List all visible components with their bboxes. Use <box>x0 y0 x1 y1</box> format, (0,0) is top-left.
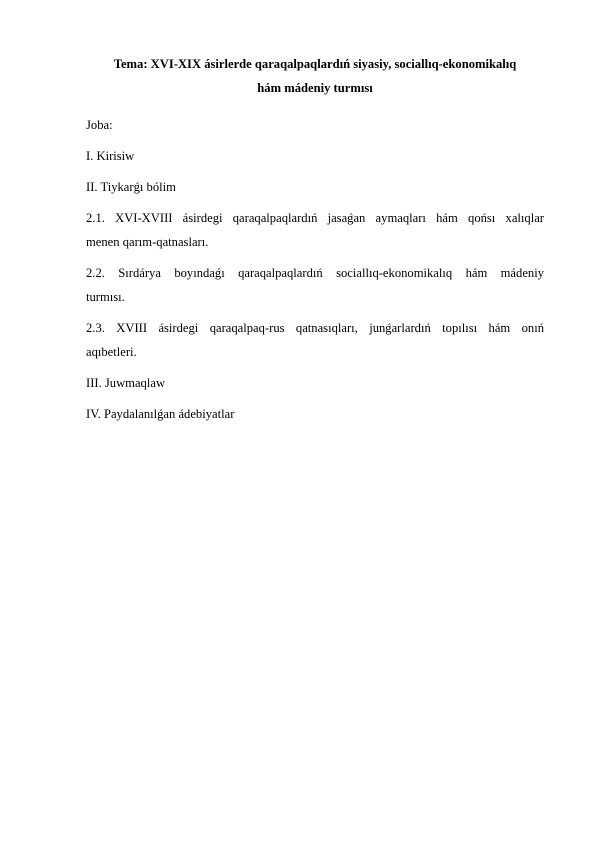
title-line-1: Tema: XVI-XIX ásirlerde qaraqalpaqlardıń siyasiy, sociallıq-ekonomikalıq <box>113 57 517 71</box>
plan-item-2-2 <box>86 265 544 305</box>
plan-item-2-3 <box>86 320 544 360</box>
plan-item-2-3-line-2: aqıbetleri. <box>86 345 137 359</box>
plan-item-conclusion: III. Juwmaqlaw <box>86 376 166 390</box>
plan-item-2-2-line-1: 2.2. Sırdárya boyındaǵı qaraqalpaqlardıń sociallıq-ekonomikalıq hám mádeniy <box>86 266 544 280</box>
plan-item-introduction: I. Kirisiw <box>86 149 135 163</box>
plan-item-main-part: II. Tiykarǵı bólim <box>86 180 176 194</box>
plan-item-2-2-line-2: turmısı. <box>86 290 125 304</box>
plan-item-2-1-line-1: 2.1. XVI-XVIII ásirdegi qaraqalpaqlardıń jasaǵan aymaqları hám qońsı xalıqlar <box>86 211 544 225</box>
document-title <box>86 52 544 100</box>
plan-item-references: IV. Paydalanılǵan ádebiyatlar <box>86 407 235 421</box>
plan-item-2-1-line-2: menen qarım-qatnasları. <box>86 235 209 249</box>
plan-item-2-1 <box>86 210 544 250</box>
plan-item-2-3-line-1: 2.3. XVIII ásirdegi qaraqalpaq-rus qatnasıqları, junǵarlardıń topılısı hám onıń <box>86 321 544 335</box>
plan-heading: Joba: <box>86 118 113 132</box>
title-line-2: hám mádeniy turmısı <box>257 81 373 95</box>
